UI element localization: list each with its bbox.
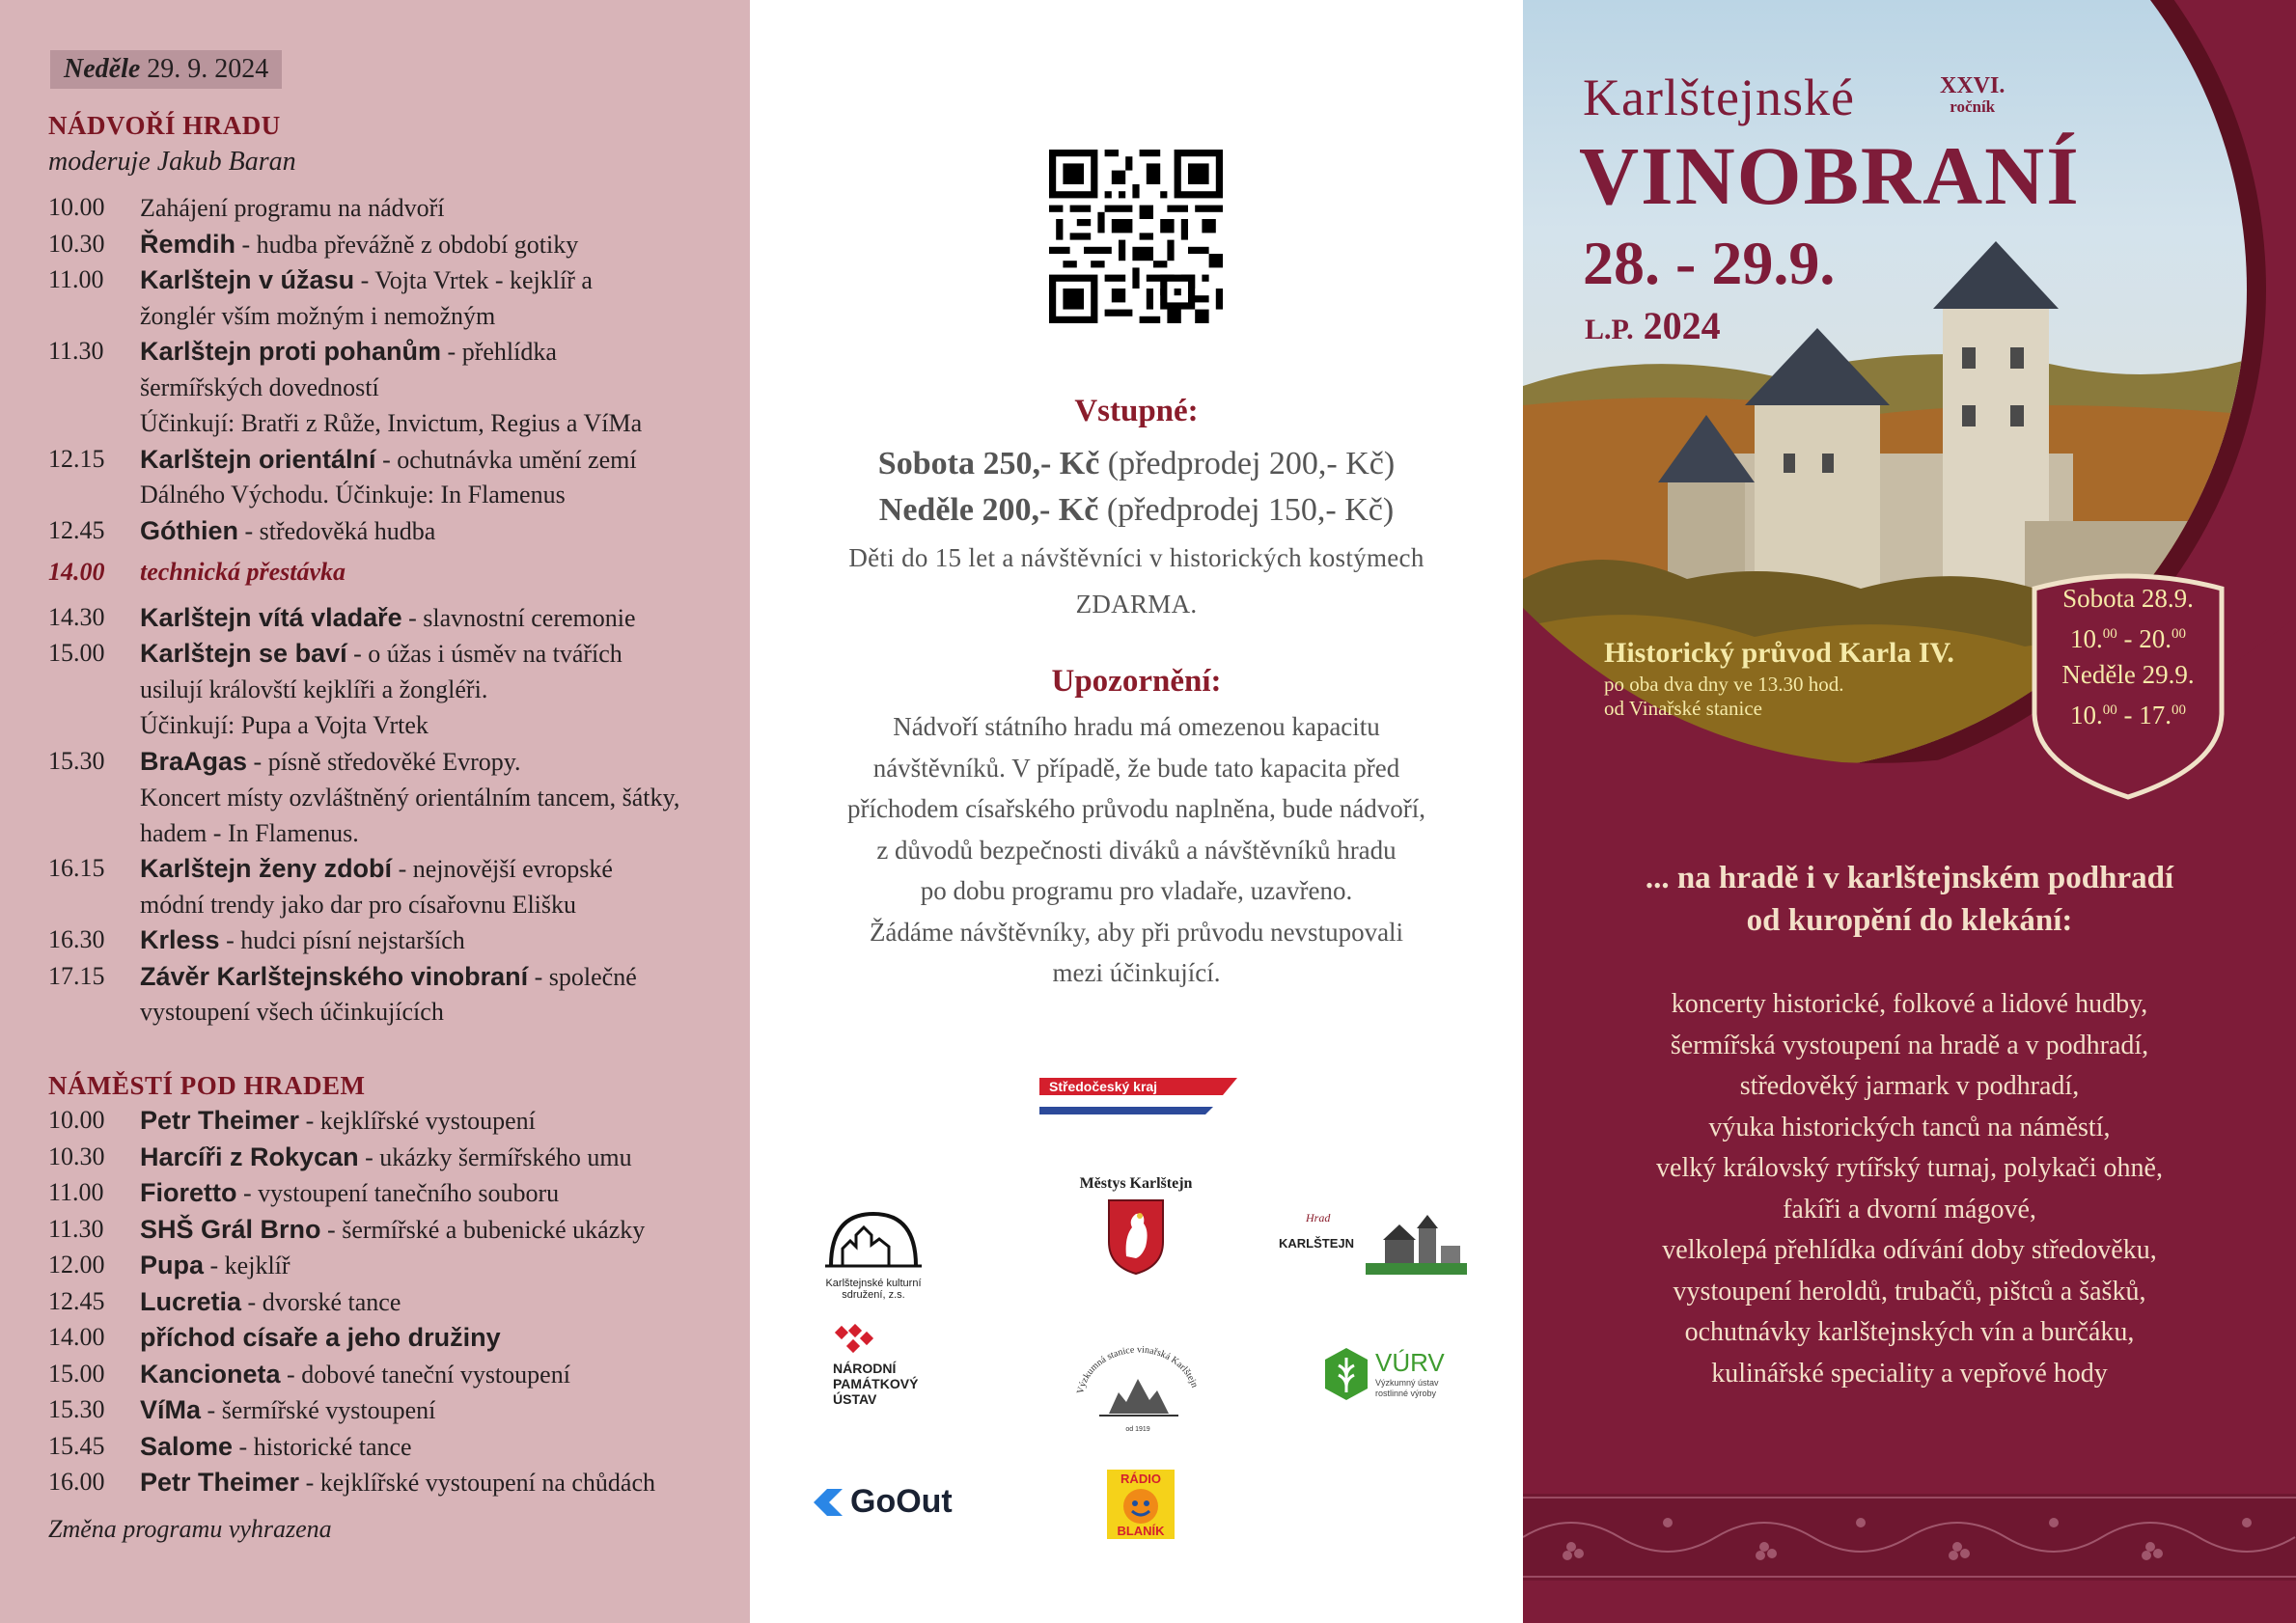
sunday-presale: (předprodej 150,- Kč) [1098, 492, 1395, 528]
kks-logo[interactable] [806, 1206, 941, 1301]
row-time: 16.00 [48, 1468, 105, 1496]
row-desc [140, 190, 743, 227]
row-desc [140, 1429, 743, 1466]
npu-line: PAMÁTKOVÝ [833, 1376, 919, 1391]
section-square-title: NÁMĚSTÍ POD HRADEM [48, 1071, 366, 1100]
vinarska-stamp-icon [1068, 1336, 1208, 1443]
row-desc [140, 744, 743, 781]
row-text: - nejnovější evropské módní trendy jako dar pro císařovnu Elišku [140, 855, 613, 919]
warning-line: z důvodů bezpečnosti diváků a návštěvníků hradu [876, 835, 1397, 865]
program-row [48, 1320, 743, 1357]
hrad-label: KARLŠTEJN [1279, 1236, 1355, 1251]
mestys-karlstejn-logo[interactable] [1068, 1175, 1203, 1279]
procession-line: po oba dva dny ve 13.30 hod. [1604, 673, 1844, 696]
row-text: - společné vystoupení všech účinkujících [140, 962, 637, 1026]
program-row [48, 780, 743, 851]
castle-icon [1366, 1211, 1467, 1279]
row-desc [140, 1175, 743, 1212]
row-text: - kejklířské vystoupení [299, 1107, 536, 1135]
date-rest: 29. 9. 2024 [147, 54, 269, 84]
row-title: Karlštejn proti pohanům [140, 337, 442, 366]
program-row [48, 1103, 743, 1140]
row-text: - vystoupení tanečního souboru [236, 1179, 560, 1207]
row-time [48, 780, 140, 851]
program-courtyard [48, 190, 743, 1031]
row-time: 12.00 [48, 1251, 105, 1279]
activity-item: šermířská vystoupení na hradě a v podhradí, [1670, 1030, 2149, 1060]
grape-ornament-band [1523, 1494, 2296, 1581]
kks-label: Karlštejnské kulturní sdružení, z.s. [825, 1278, 922, 1301]
radio-line1: RÁDIO [1120, 1472, 1161, 1486]
row-time: 15.45 [48, 1431, 105, 1460]
row-text: - historické tance [233, 1432, 412, 1461]
row-title: Řemdih [140, 229, 236, 259]
title-small: Karlštejnské [1583, 69, 1855, 126]
program-row [48, 227, 743, 263]
vurv-sub: rostlinné výroby [1375, 1389, 1437, 1398]
hrad-karlstejn-logo[interactable] [1279, 1211, 1467, 1279]
row-text: - ukázky šermířského umu [358, 1142, 632, 1171]
admission-free: ZDARMA. [1075, 590, 1198, 619]
program-row [48, 1140, 743, 1176]
row-time: 11.30 [48, 337, 104, 365]
admission-sunday [750, 487, 1523, 534]
row-time: 14.30 [48, 602, 105, 631]
row-text: - dvorské tance [241, 1287, 401, 1316]
row-desc [140, 780, 690, 851]
row-title: Fioretto [140, 1178, 237, 1207]
row-title: Petr Theimer [140, 1106, 300, 1135]
activity-item: fakíři a dvorní mágové, [1783, 1194, 2036, 1224]
goout-mark-icon [810, 1485, 846, 1520]
row-title: VíMa [140, 1395, 202, 1424]
npu-mark-icon [833, 1324, 891, 1357]
row-time: 12.45 [48, 515, 105, 544]
row-desc [140, 1212, 743, 1249]
admission-title: Vstupné: [1074, 394, 1199, 428]
activity-item: koncerty historické, folkové a lidové hudby, [1671, 989, 2148, 1019]
badge-saturday-hours [2027, 617, 2229, 657]
year-prefix: L.P. [1585, 314, 1634, 345]
row-title: příchod císaře a jeho družiny [140, 1323, 501, 1352]
pause-time: 14.00 [48, 558, 105, 586]
edition-label: ročník [1950, 97, 1996, 116]
sunday-price: Neděle 200,- Kč [878, 492, 1099, 528]
row-text: - o úžas i úsměv na tvářích usilují královští kejklíři a žongléři. [140, 640, 622, 703]
hours-sup: 00 [2172, 626, 2186, 642]
row-desc [140, 600, 743, 637]
tagline-line: od kuropění do klekání: [1746, 903, 2073, 938]
row-desc [140, 1357, 743, 1393]
row-title: Harcíři z Rokycan [140, 1142, 359, 1171]
row-time: 15.00 [48, 1359, 105, 1388]
program-row [48, 600, 743, 637]
activity-item: kulinářské speciality a vepřové hody [1711, 1358, 2108, 1389]
row-title: Petr Theimer [140, 1468, 300, 1497]
row-title: Pupa [140, 1251, 205, 1279]
row-title: Karlštejn se baví [140, 639, 347, 668]
date-tag [50, 50, 282, 89]
vinarska-year: od 1919 [1125, 1426, 1150, 1433]
row-text: Účinkují: Bratři z Růže, Invictum, Regius a VíMa [140, 409, 643, 437]
row-time: 16.30 [48, 925, 105, 953]
npu-logo[interactable] [833, 1324, 949, 1407]
activities-list [1523, 984, 2296, 1394]
edition-number: XXVI. [1940, 73, 2006, 98]
vinarska-label: Výzkumná stanice vinařská Karlštejn [1075, 1344, 1201, 1395]
program-row [48, 1248, 743, 1284]
admission-kids: Děti do 15 let a návštěvníci v historických kostýmech [848, 543, 1425, 572]
row-title: Karlštejn v úžasu [140, 265, 355, 294]
program-row [48, 922, 743, 959]
npu-line: ÚSTAV [833, 1391, 877, 1407]
hours-sup: 00 [2102, 702, 2117, 718]
row-desc [140, 1103, 743, 1140]
radio-blanik-icon [1107, 1470, 1175, 1539]
hours-sup: 00 [2172, 702, 2186, 718]
program-row [48, 262, 743, 334]
cover-panel [1523, 0, 2296, 1623]
program-row [48, 1212, 743, 1249]
row-desc [140, 405, 743, 442]
program-row [48, 1392, 743, 1429]
row-desc [140, 1248, 743, 1284]
date-day: Neděle [64, 54, 141, 84]
warning-line: návštěvníků. V případě, že bude tato kapacita před [872, 753, 1400, 783]
program-row [48, 190, 743, 227]
activity-item: výuka historických tanců na náměstí, [1708, 1112, 2111, 1142]
row-desc [140, 707, 743, 744]
row-desc [140, 227, 743, 263]
program-row [48, 744, 743, 781]
vurv-wheat-icon [1323, 1346, 1369, 1402]
activity-item: ochutnávky karlštejnských vín a burčáku, [1684, 1317, 2135, 1347]
row-text: - Vojta Vrtek - kejklíř a žonglér vším možným i nemožným [140, 266, 593, 330]
coat-of-arms-icon [1107, 1198, 1165, 1276]
row-title: Karlštejn vítá vladaře [140, 602, 402, 632]
hours-part: 10. [2070, 701, 2103, 729]
badge-sunday: Neděle 29.9. [2061, 660, 2195, 689]
row-desc [140, 442, 700, 513]
festival-year [1585, 303, 1721, 348]
row-time [48, 405, 140, 442]
tagline-line: ... na hradě i v karlštejnském podhradí [1645, 861, 2174, 895]
row-desc [140, 1320, 743, 1357]
hours-part: - 17. [2116, 701, 2172, 729]
row-text: - písně středověké Evropy. [247, 747, 521, 776]
goout-label: GoOut [850, 1483, 953, 1520]
warning-title: Upozornění: [1051, 664, 1222, 699]
row-text: Účinkují: Pupa a Vojta Vrtek [140, 711, 429, 739]
goout-logo[interactable] [810, 1483, 974, 1522]
castle-arch-icon [806, 1206, 941, 1274]
vurv-sub: Výzkumný ústav [1375, 1378, 1439, 1388]
row-desc [140, 922, 743, 959]
year-number: 2024 [1643, 304, 1721, 347]
radio-blanik-logo[interactable] [1107, 1470, 1175, 1539]
kraj-label: Středočeský kraj [1049, 1079, 1158, 1094]
program-row [48, 1429, 743, 1466]
row-title: SHŠ Grál Brno [140, 1214, 321, 1244]
activity-item: středověký jarmark v podhradí, [1739, 1071, 2080, 1101]
row-title: Lucretia [140, 1286, 242, 1316]
row-time: 12.15 [48, 444, 105, 473]
program-row [48, 334, 743, 405]
program-row [48, 1465, 743, 1501]
saturday-price: Sobota 250,- Kč [877, 446, 1100, 481]
tagline [1523, 857, 2296, 942]
row-title: Góthien [140, 515, 238, 545]
row-desc [140, 513, 743, 550]
row-title: Karlštejn ženy zdobí [140, 854, 393, 883]
row-title: BraAgas [140, 746, 248, 776]
row-time: 15.00 [48, 639, 105, 667]
program-square [48, 1103, 743, 1501]
hours-part: - 20. [2116, 624, 2172, 653]
badge-sunday-hours [2027, 693, 2229, 733]
warning-text [750, 706, 1523, 994]
row-time [48, 707, 140, 744]
row-text: - šermířské vystoupení [201, 1396, 436, 1424]
row-text: - hudba převážně z období gotiky [235, 230, 579, 259]
program-row [48, 636, 743, 707]
row-desc [140, 334, 642, 405]
program-row [48, 405, 743, 442]
row-time: 17.15 [48, 961, 105, 990]
saturday-presale: (předprodej 200,- Kč) [1099, 446, 1396, 481]
vurv-logo[interactable] [1323, 1346, 1458, 1404]
row-time: 11.30 [48, 1214, 104, 1243]
warning-line: Žádáme návštěvníky, aby při průvodu nevstupovali [869, 917, 1404, 947]
warning-line: příchodem císařského průvodu naplněna, bude nádvoří, [846, 794, 1426, 823]
row-title: Salome [140, 1431, 234, 1461]
row-text: - dobové taneční vystoupení [280, 1360, 570, 1389]
row-desc [140, 636, 680, 707]
procession-title: Historický průvod Karla IV. [1604, 637, 1954, 669]
program-row [48, 1175, 743, 1212]
row-desc [140, 959, 700, 1031]
badge-saturday: Sobota 28.9. [2062, 584, 2194, 613]
row-time: 10.00 [48, 193, 105, 221]
row-text: - šermířské a bubenické ukázky [320, 1215, 646, 1244]
edition [1940, 75, 2005, 118]
row-text: Zahájení programu na nádvoří [140, 194, 445, 222]
row-time: 14.00 [48, 1323, 105, 1351]
row-time: 10.30 [48, 1142, 105, 1170]
activity-item: velkolepá přehlídka odívání doby středověku, [1662, 1235, 2157, 1265]
pause-row [48, 555, 743, 591]
activity-item: vystoupení heroldů, trubačů, pištců a šašků, [1673, 1276, 2146, 1307]
program-row [48, 707, 743, 744]
procession-line: od Vinařské stanice [1604, 697, 1762, 720]
row-text: - přehlídka šermířských dovedností [140, 338, 557, 401]
program-note: Změna programu vyhrazena [48, 1515, 332, 1543]
row-desc [140, 1284, 743, 1321]
program-row [48, 851, 743, 922]
row-desc [140, 1140, 743, 1176]
row-text: - kejklíř [204, 1252, 290, 1279]
row-title: Kancioneta [140, 1359, 281, 1389]
program-row [48, 1357, 743, 1393]
hours-sup: 00 [2102, 626, 2117, 642]
row-time: 15.30 [48, 1395, 105, 1423]
warning-line: Nádvoří státního hradu má omezenou kapacitu [893, 712, 1380, 741]
qr-code-icon[interactable] [1049, 150, 1223, 323]
npu-line: NÁRODNÍ [833, 1361, 897, 1376]
activity-item: velký královský rytířský turnaj, polykači ohně, [1656, 1153, 2163, 1183]
program-row [48, 442, 743, 513]
pause-text: technická přestávka [140, 558, 346, 586]
festival-dates: 28. - 29.9. [1583, 229, 1836, 297]
vinarska-stanice-logo[interactable] [1068, 1336, 1208, 1443]
vurv-label: VÚRV [1375, 1348, 1445, 1377]
stredocesky-kraj-logo[interactable] [1039, 1078, 1237, 1114]
hours-part: 10. [2070, 624, 2103, 653]
row-text: - středověká hudba [238, 516, 436, 545]
row-desc [140, 851, 680, 922]
row-time: 12.45 [48, 1286, 105, 1315]
warning-line: po dobu programu pro vladaře, uzavřeno. [920, 876, 1353, 905]
row-time: 11.00 [48, 1178, 104, 1206]
opening-hours-text [2027, 581, 2229, 733]
procession-text [1604, 673, 1843, 721]
moderator: moderuje Jakub Baran [48, 147, 296, 177]
warning-line: mezi účinkující. [1052, 958, 1221, 987]
row-title: Karlštejn orientální [140, 444, 376, 474]
mestys-label: Městys Karlštejn [1079, 1175, 1193, 1192]
hrad-small-label: Hrad [1306, 1211, 1331, 1224]
program-panel [0, 0, 750, 1623]
row-title: Krless [140, 925, 220, 954]
section-courtyard-title: NÁDVOŘÍ HRADU [48, 111, 281, 140]
title-big: VINOBRANÍ [1579, 129, 2081, 222]
row-time: 15.30 [48, 746, 105, 775]
row-text: - hudci písní nejstarších [219, 926, 465, 954]
row-time: 10.30 [48, 229, 105, 258]
program-row [48, 1284, 743, 1321]
row-desc [140, 1392, 743, 1429]
row-title: Závěr Karlštejnského vinobraní [140, 961, 529, 991]
radio-line2: BLANÍK [1117, 1524, 1165, 1538]
row-time: 11.00 [48, 265, 104, 293]
program-row [48, 959, 743, 1031]
row-desc [140, 1465, 743, 1501]
row-text: - ochutnávka umění zemí Dálného Východu. Účinkuje: In Flamenus [140, 445, 637, 509]
admission-saturday [750, 441, 1523, 487]
row-desc [140, 262, 594, 334]
row-time: 10.00 [48, 1106, 105, 1134]
program-row [48, 513, 743, 550]
row-time: 16.15 [48, 854, 105, 882]
row-text: - slavnostní ceremonie [401, 603, 636, 632]
info-panel [750, 0, 1523, 1623]
row-text: Koncert místy ozvláštněný orientálním tancem, šátky, hadem - In Flamenus. [140, 784, 680, 847]
row-text: - kejklířské vystoupení na chůdách [299, 1469, 656, 1497]
